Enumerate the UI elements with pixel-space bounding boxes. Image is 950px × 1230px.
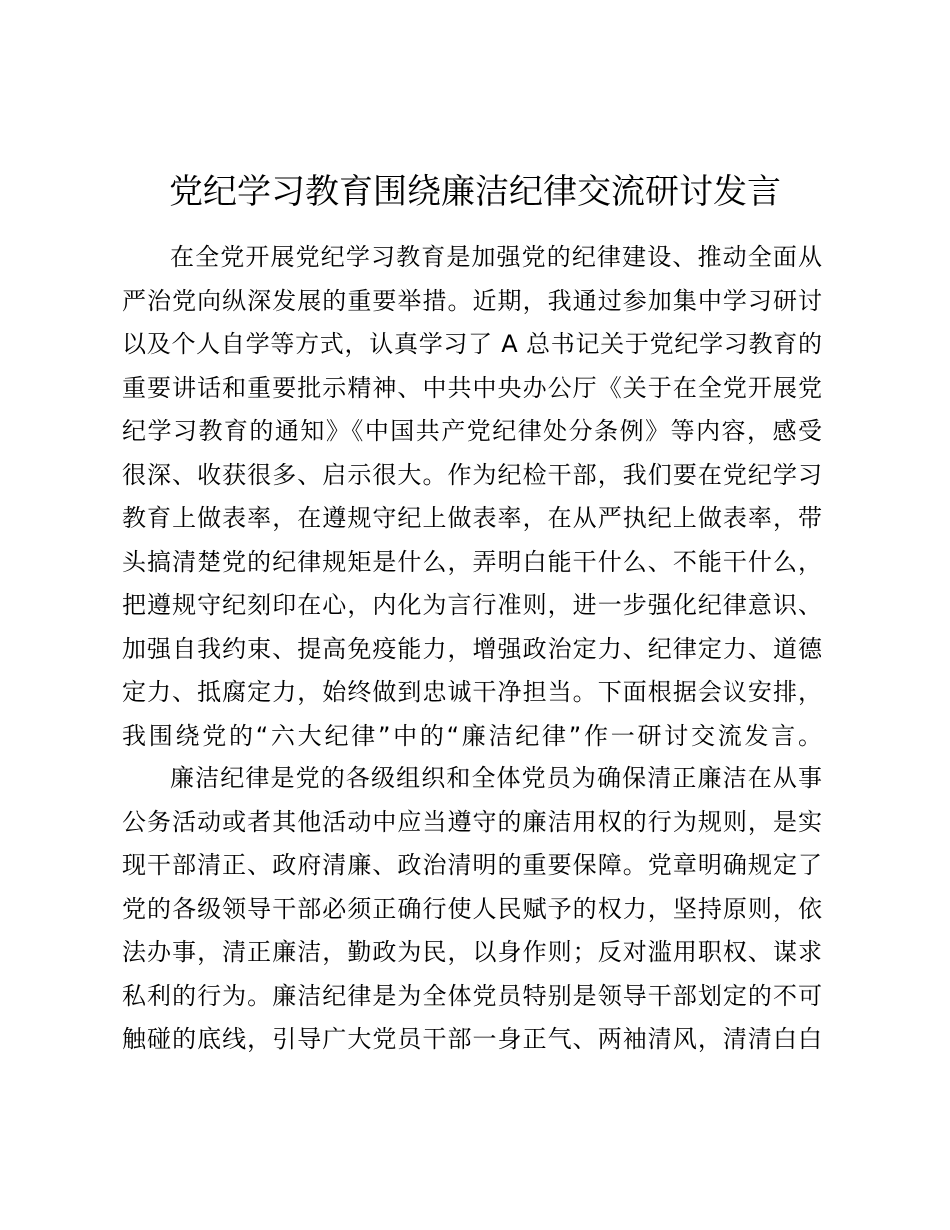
text-line: 头搞清楚党的纪律规矩是什么，弄明白能干什么、不能干什么， — [122, 547, 822, 576]
text-line: 重要讲话和重要批示精神、中共中央办公厅《关于在全党开展党 — [122, 373, 822, 402]
text-line: 触碰的底线，引导广大党员干部一身正气、两袖清风，清清白白 — [122, 1025, 822, 1053]
text-line: 现干部清正、政府清廉、政治清明的重要保障。党章明确规定了 — [122, 851, 822, 879]
text-line: 定力、抵腐定力，始终做到忠诚干净担当。下面根据会议安排， — [122, 678, 822, 706]
paragraph-intro — [122, 236, 822, 758]
text-line: 很深、收获很多、启示很大。作为纪检干部，我们要在党纪学习 — [122, 460, 822, 489]
document-title: 党纪学习教育围绕廉洁纪律交流研讨发言 — [169, 172, 781, 212]
text-line: 在全党开展党纪学习教育是加强党的纪律建设、推动全面从 — [170, 243, 822, 271]
text-line: 以及个人自学等方式，认真学习了 A 总书记关于党纪学习教育的 — [122, 330, 822, 358]
paragraph-integrity-discipline — [122, 757, 822, 1062]
text-line: 加强自我约束、提高免疫能力，增强政治定力、纪律定力、道德 — [122, 634, 822, 663]
text-line: 私利的行为。廉洁纪律是为全体党员特别是领导干部划定的不可 — [122, 981, 822, 1010]
text-line: 我围绕党的“六大纪律”中的“廉洁纪律”作一研讨交流发言。 — [122, 721, 822, 750]
text-line: 把遵规守纪刻印在心，内化为言行准则，进一步强化纪律意识、 — [122, 591, 822, 619]
text-line: 廉洁纪律是党的各级组织和全体党员为确保清正廉洁在从事 — [170, 764, 822, 792]
text-line: 纪学习教育的通知》《中国共产党纪律处分条例》等内容，感受 — [122, 417, 822, 445]
text-line: 党的各级领导干部必须正确行使人民赋予的权力，坚持原则，依 — [122, 894, 822, 923]
text-line: 教育上做表率，在遵规守纪上做表率，在从严执纪上做表率，带 — [122, 504, 822, 532]
text-line: 公务活动或者其他活动中应当遵守的廉洁用权的行为规则，是实 — [122, 807, 822, 836]
text-line: 法办事，清正廉洁，勤政为民，以身作则；反对滥用职权、谋求 — [122, 938, 822, 966]
text-line: 严治党向纵深发展的重要举措。近期，我通过参加集中学习研讨 — [122, 286, 822, 315]
